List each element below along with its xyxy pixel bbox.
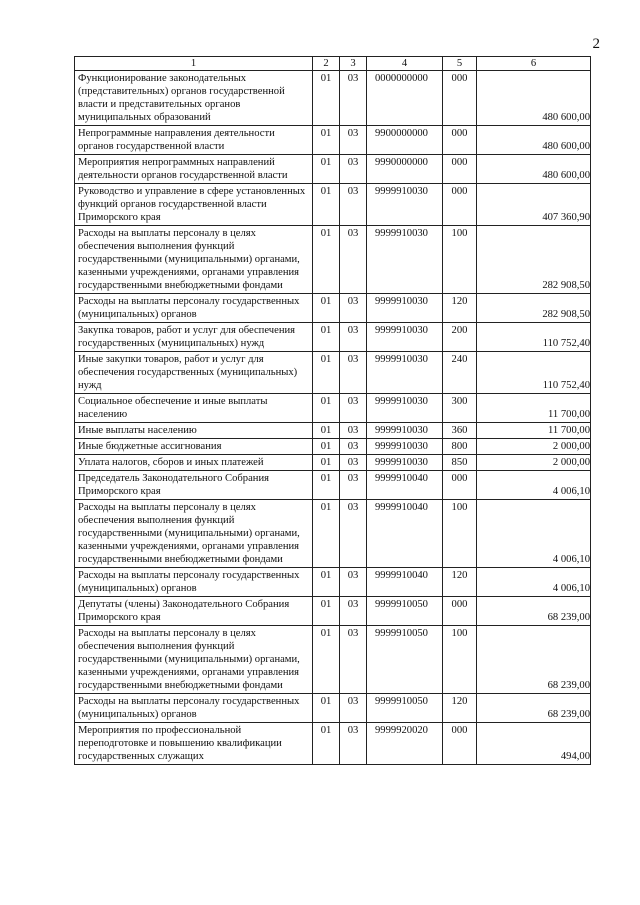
target-article-cell: 9999910030 — [367, 323, 443, 352]
section-code-cell: 01 — [313, 455, 340, 471]
target-article-cell: 9999910030 — [367, 352, 443, 394]
expense-type-cell: 240 — [443, 352, 477, 394]
row-name-cell: Иные бюджетные ассигнования — [75, 439, 313, 455]
target-article-cell: 9999910030 — [367, 423, 443, 439]
amount-cell: 2 000,00 — [477, 439, 591, 455]
column-header: 5 — [443, 57, 477, 71]
section-code-cell: 01 — [313, 226, 340, 294]
subsection-code-cell: 03 — [340, 323, 367, 352]
section-code-cell: 01 — [313, 500, 340, 568]
row-name-cell: Социальное обеспечение и иные выплаты населению — [75, 394, 313, 423]
row-name-cell: Иные выплаты населению — [75, 423, 313, 439]
subsection-code-cell: 03 — [340, 439, 367, 455]
section-code-cell: 01 — [313, 439, 340, 455]
table-row — [75, 471, 591, 500]
section-code-cell: 01 — [313, 323, 340, 352]
amount-cell: 68 239,00 — [477, 694, 591, 723]
expense-type-cell: 000 — [443, 184, 477, 226]
amount-cell: 4 006,10 — [477, 568, 591, 597]
subsection-code-cell: 03 — [340, 723, 367, 765]
amount-cell: 11 700,00 — [477, 423, 591, 439]
row-name-cell: Непрограммные направления деятельности органов государственной власти — [75, 126, 313, 155]
table-row — [75, 626, 591, 694]
table-row — [75, 352, 591, 394]
section-code-cell: 01 — [313, 471, 340, 500]
row-name-cell: Расходы на выплаты персоналу государственных (муниципальных) органов — [75, 694, 313, 723]
section-code-cell: 01 — [313, 184, 340, 226]
target-article-cell: 9999910050 — [367, 626, 443, 694]
table-row — [75, 439, 591, 455]
section-code-cell: 01 — [313, 694, 340, 723]
row-name-cell: Председатель Законодательного Собрания Приморского края — [75, 471, 313, 500]
amount-cell: 282 908,50 — [477, 294, 591, 323]
table-row — [75, 568, 591, 597]
row-name-cell: Уплата налогов, сборов и иных платежей — [75, 455, 313, 471]
subsection-code-cell: 03 — [340, 471, 367, 500]
target-article-cell: 9999910050 — [367, 694, 443, 723]
section-code-cell: 01 — [313, 723, 340, 765]
row-name-cell: Расходы на выплаты персоналу в целях обеспечения выполнения функций государственными (муниципальными) органами, казенными учреждениями, органами управления государственными внебюджетными фондами — [75, 226, 313, 294]
row-name-cell: Мероприятия по профессиональной переподготовке и повышению квалификации государственных служащих — [75, 723, 313, 765]
expense-type-cell: 120 — [443, 294, 477, 323]
amount-cell: 4 006,10 — [477, 500, 591, 568]
page-number: 2 — [592, 36, 600, 52]
column-header: 4 — [367, 57, 443, 71]
column-header: 6 — [477, 57, 591, 71]
table-row — [75, 394, 591, 423]
expense-type-cell: 000 — [443, 471, 477, 500]
subsection-code-cell: 03 — [340, 294, 367, 323]
amount-cell: 11 700,00 — [477, 394, 591, 423]
subsection-code-cell: 03 — [340, 394, 367, 423]
table-row — [75, 694, 591, 723]
subsection-code-cell: 03 — [340, 155, 367, 184]
section-code-cell: 01 — [313, 294, 340, 323]
expense-type-cell: 100 — [443, 500, 477, 568]
row-name-cell: Мероприятия непрограммных направлений деятельности органов государственной власти — [75, 155, 313, 184]
table-row — [75, 455, 591, 471]
budget-table — [74, 56, 591, 765]
column-header: 1 — [75, 57, 313, 71]
expense-type-cell: 000 — [443, 597, 477, 626]
section-code-cell: 01 — [313, 71, 340, 126]
subsection-code-cell: 03 — [340, 568, 367, 597]
section-code-cell: 01 — [313, 394, 340, 423]
row-name-cell: Расходы на выплаты персоналу государственных (муниципальных) органов — [75, 568, 313, 597]
table-body — [75, 71, 591, 765]
table-row — [75, 597, 591, 626]
expense-type-cell: 000 — [443, 723, 477, 765]
section-code-cell: 01 — [313, 597, 340, 626]
header-row — [75, 57, 591, 71]
target-article-cell: 9900000000 — [367, 126, 443, 155]
target-article-cell: 0000000000 — [367, 71, 443, 126]
section-code-cell: 01 — [313, 155, 340, 184]
section-code-cell: 01 — [313, 568, 340, 597]
target-article-cell: 9990000000 — [367, 155, 443, 184]
amount-cell: 4 006,10 — [477, 471, 591, 500]
expense-type-cell: 850 — [443, 455, 477, 471]
section-code-cell: 01 — [313, 352, 340, 394]
column-header: 2 — [313, 57, 340, 71]
expense-type-cell: 200 — [443, 323, 477, 352]
table-row — [75, 226, 591, 294]
row-name-cell: Функционирование законодательных (представительных) органов государственной власти и представительных органов муниципальных образований — [75, 71, 313, 126]
expense-type-cell: 000 — [443, 71, 477, 126]
amount-cell: 480 600,00 — [477, 126, 591, 155]
expense-type-cell: 120 — [443, 694, 477, 723]
expense-type-cell: 100 — [443, 626, 477, 694]
table-row — [75, 184, 591, 226]
target-article-cell: 9999910030 — [367, 439, 443, 455]
subsection-code-cell: 03 — [340, 694, 367, 723]
row-name-cell: Расходы на выплаты персоналу государственных (муниципальных) органов — [75, 294, 313, 323]
target-article-cell: 9999910030 — [367, 226, 443, 294]
expense-type-cell: 360 — [443, 423, 477, 439]
subsection-code-cell: 03 — [340, 226, 367, 294]
subsection-code-cell: 03 — [340, 500, 367, 568]
subsection-code-cell: 03 — [340, 423, 367, 439]
row-name-cell: Расходы на выплаты персоналу в целях обеспечения выполнения функций государственными (муниципальными) органами, казенными учреждениями, органами управления государственными внебюджетными фондами — [75, 626, 313, 694]
amount-cell: 494,00 — [477, 723, 591, 765]
target-article-cell: 9999910030 — [367, 294, 443, 323]
expense-type-cell: 100 — [443, 226, 477, 294]
subsection-code-cell: 03 — [340, 126, 367, 155]
target-article-cell: 9999910030 — [367, 455, 443, 471]
target-article-cell: 9999910030 — [367, 184, 443, 226]
expense-type-cell: 300 — [443, 394, 477, 423]
expense-type-cell: 120 — [443, 568, 477, 597]
section-code-cell: 01 — [313, 423, 340, 439]
table-row — [75, 723, 591, 765]
amount-cell: 407 360,90 — [477, 184, 591, 226]
amount-cell: 480 600,00 — [477, 71, 591, 126]
row-name-cell: Расходы на выплаты персоналу в целях обеспечения выполнения функций государственными (муниципальными) органами, казенными учреждениями, органами управления государственными внебюджетными фондами — [75, 500, 313, 568]
subsection-code-cell: 03 — [340, 626, 367, 694]
expense-type-cell: 800 — [443, 439, 477, 455]
subsection-code-cell: 03 — [340, 352, 367, 394]
row-name-cell: Депутаты (члены) Законодательного Собрания Приморского края — [75, 597, 313, 626]
row-name-cell: Закупка товаров, работ и услуг для обеспечения государственных (муниципальных) нужд — [75, 323, 313, 352]
table-row — [75, 294, 591, 323]
expense-type-cell: 000 — [443, 155, 477, 184]
section-code-cell: 01 — [313, 126, 340, 155]
amount-cell: 110 752,40 — [477, 352, 591, 394]
expense-type-cell: 000 — [443, 126, 477, 155]
amount-cell: 282 908,50 — [477, 226, 591, 294]
table-row — [75, 323, 591, 352]
table-row — [75, 155, 591, 184]
subsection-code-cell: 03 — [340, 71, 367, 126]
table-row — [75, 71, 591, 126]
subsection-code-cell: 03 — [340, 455, 367, 471]
table-row — [75, 500, 591, 568]
row-name-cell: Руководство и управление в сфере установленных функций органов государственной власти Приморского края — [75, 184, 313, 226]
subsection-code-cell: 03 — [340, 597, 367, 626]
target-article-cell: 9999920020 — [367, 723, 443, 765]
target-article-cell: 9999910050 — [367, 597, 443, 626]
target-article-cell: 9999910040 — [367, 471, 443, 500]
amount-cell: 480 600,00 — [477, 155, 591, 184]
amount-cell: 2 000,00 — [477, 455, 591, 471]
column-header: 3 — [340, 57, 367, 71]
amount-cell: 68 239,00 — [477, 626, 591, 694]
amount-cell: 68 239,00 — [477, 597, 591, 626]
table-row — [75, 423, 591, 439]
table-row — [75, 126, 591, 155]
target-article-cell: 9999910040 — [367, 500, 443, 568]
target-article-cell: 9999910030 — [367, 394, 443, 423]
subsection-code-cell: 03 — [340, 184, 367, 226]
amount-cell: 110 752,40 — [477, 323, 591, 352]
row-name-cell: Иные закупки товаров, работ и услуг для обеспечения государственных (муниципальных) нужд — [75, 352, 313, 394]
section-code-cell: 01 — [313, 626, 340, 694]
target-article-cell: 9999910040 — [367, 568, 443, 597]
